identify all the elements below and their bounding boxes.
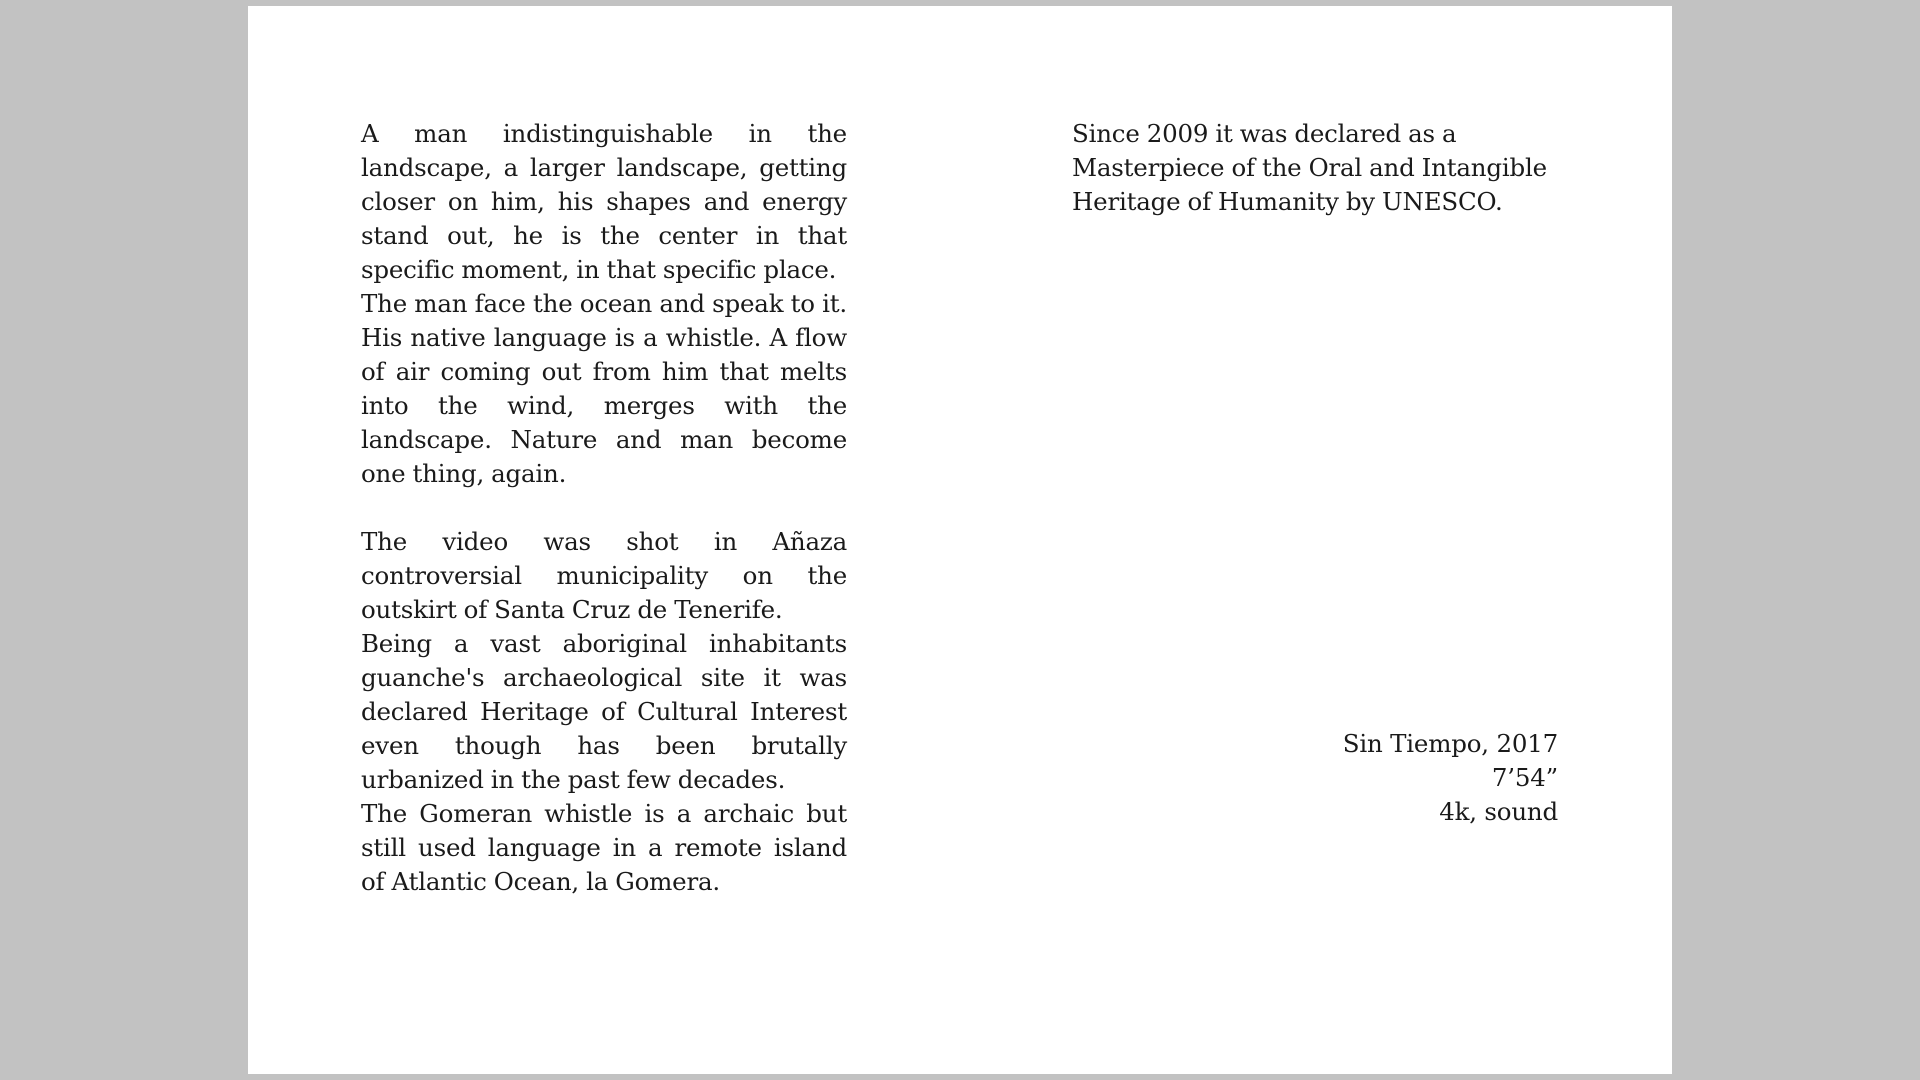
work-credits [1072,727,1558,829]
credit-duration: 7’54” [1491,763,1558,792]
right-text-column [1072,117,1558,219]
paragraph-man-landscape: A man indistinguishable in the landscape, a larger landscape, getting closer on him, his shapes and energy stand out, he is the center in that specific moment, in that specific place. [361,119,847,284]
credit-format: 4k, sound [1439,797,1558,826]
document-page [248,6,1672,1074]
paragraph-archaeological-site: Being a vast aboriginal inhabitants guanche's archaeological site it was declared Heritage of Cultural Interest even though has been brutally urbanized in the past few decades. [361,629,847,794]
paragraph-unesco: Since 2009 it was declared as a Masterpiece of the Oral and Intangible Heritage of Humanity by UNESCO. [1072,119,1547,216]
paragraph-gomeran-whistle: The Gomeran whistle is a archaic but still used language in a remote island of Atlantic Ocean, la Gomera. [361,799,847,896]
paragraph-video-location: The video was shot in Añaza controversial municipality on the outskirt of Santa Cruz de Tenerife. [361,527,847,624]
left-text-column [361,117,847,899]
paragraph-spacer [361,491,847,525]
paragraph-ocean-whistle: The man face the ocean and speak to it. His native language is a whistle. A flow of air coming out from him that melts into the wind, merges with the landscape. Nature and man become one thing, again. [361,289,847,488]
credit-title-year: Sin Tiempo, 2017 [1342,729,1558,758]
